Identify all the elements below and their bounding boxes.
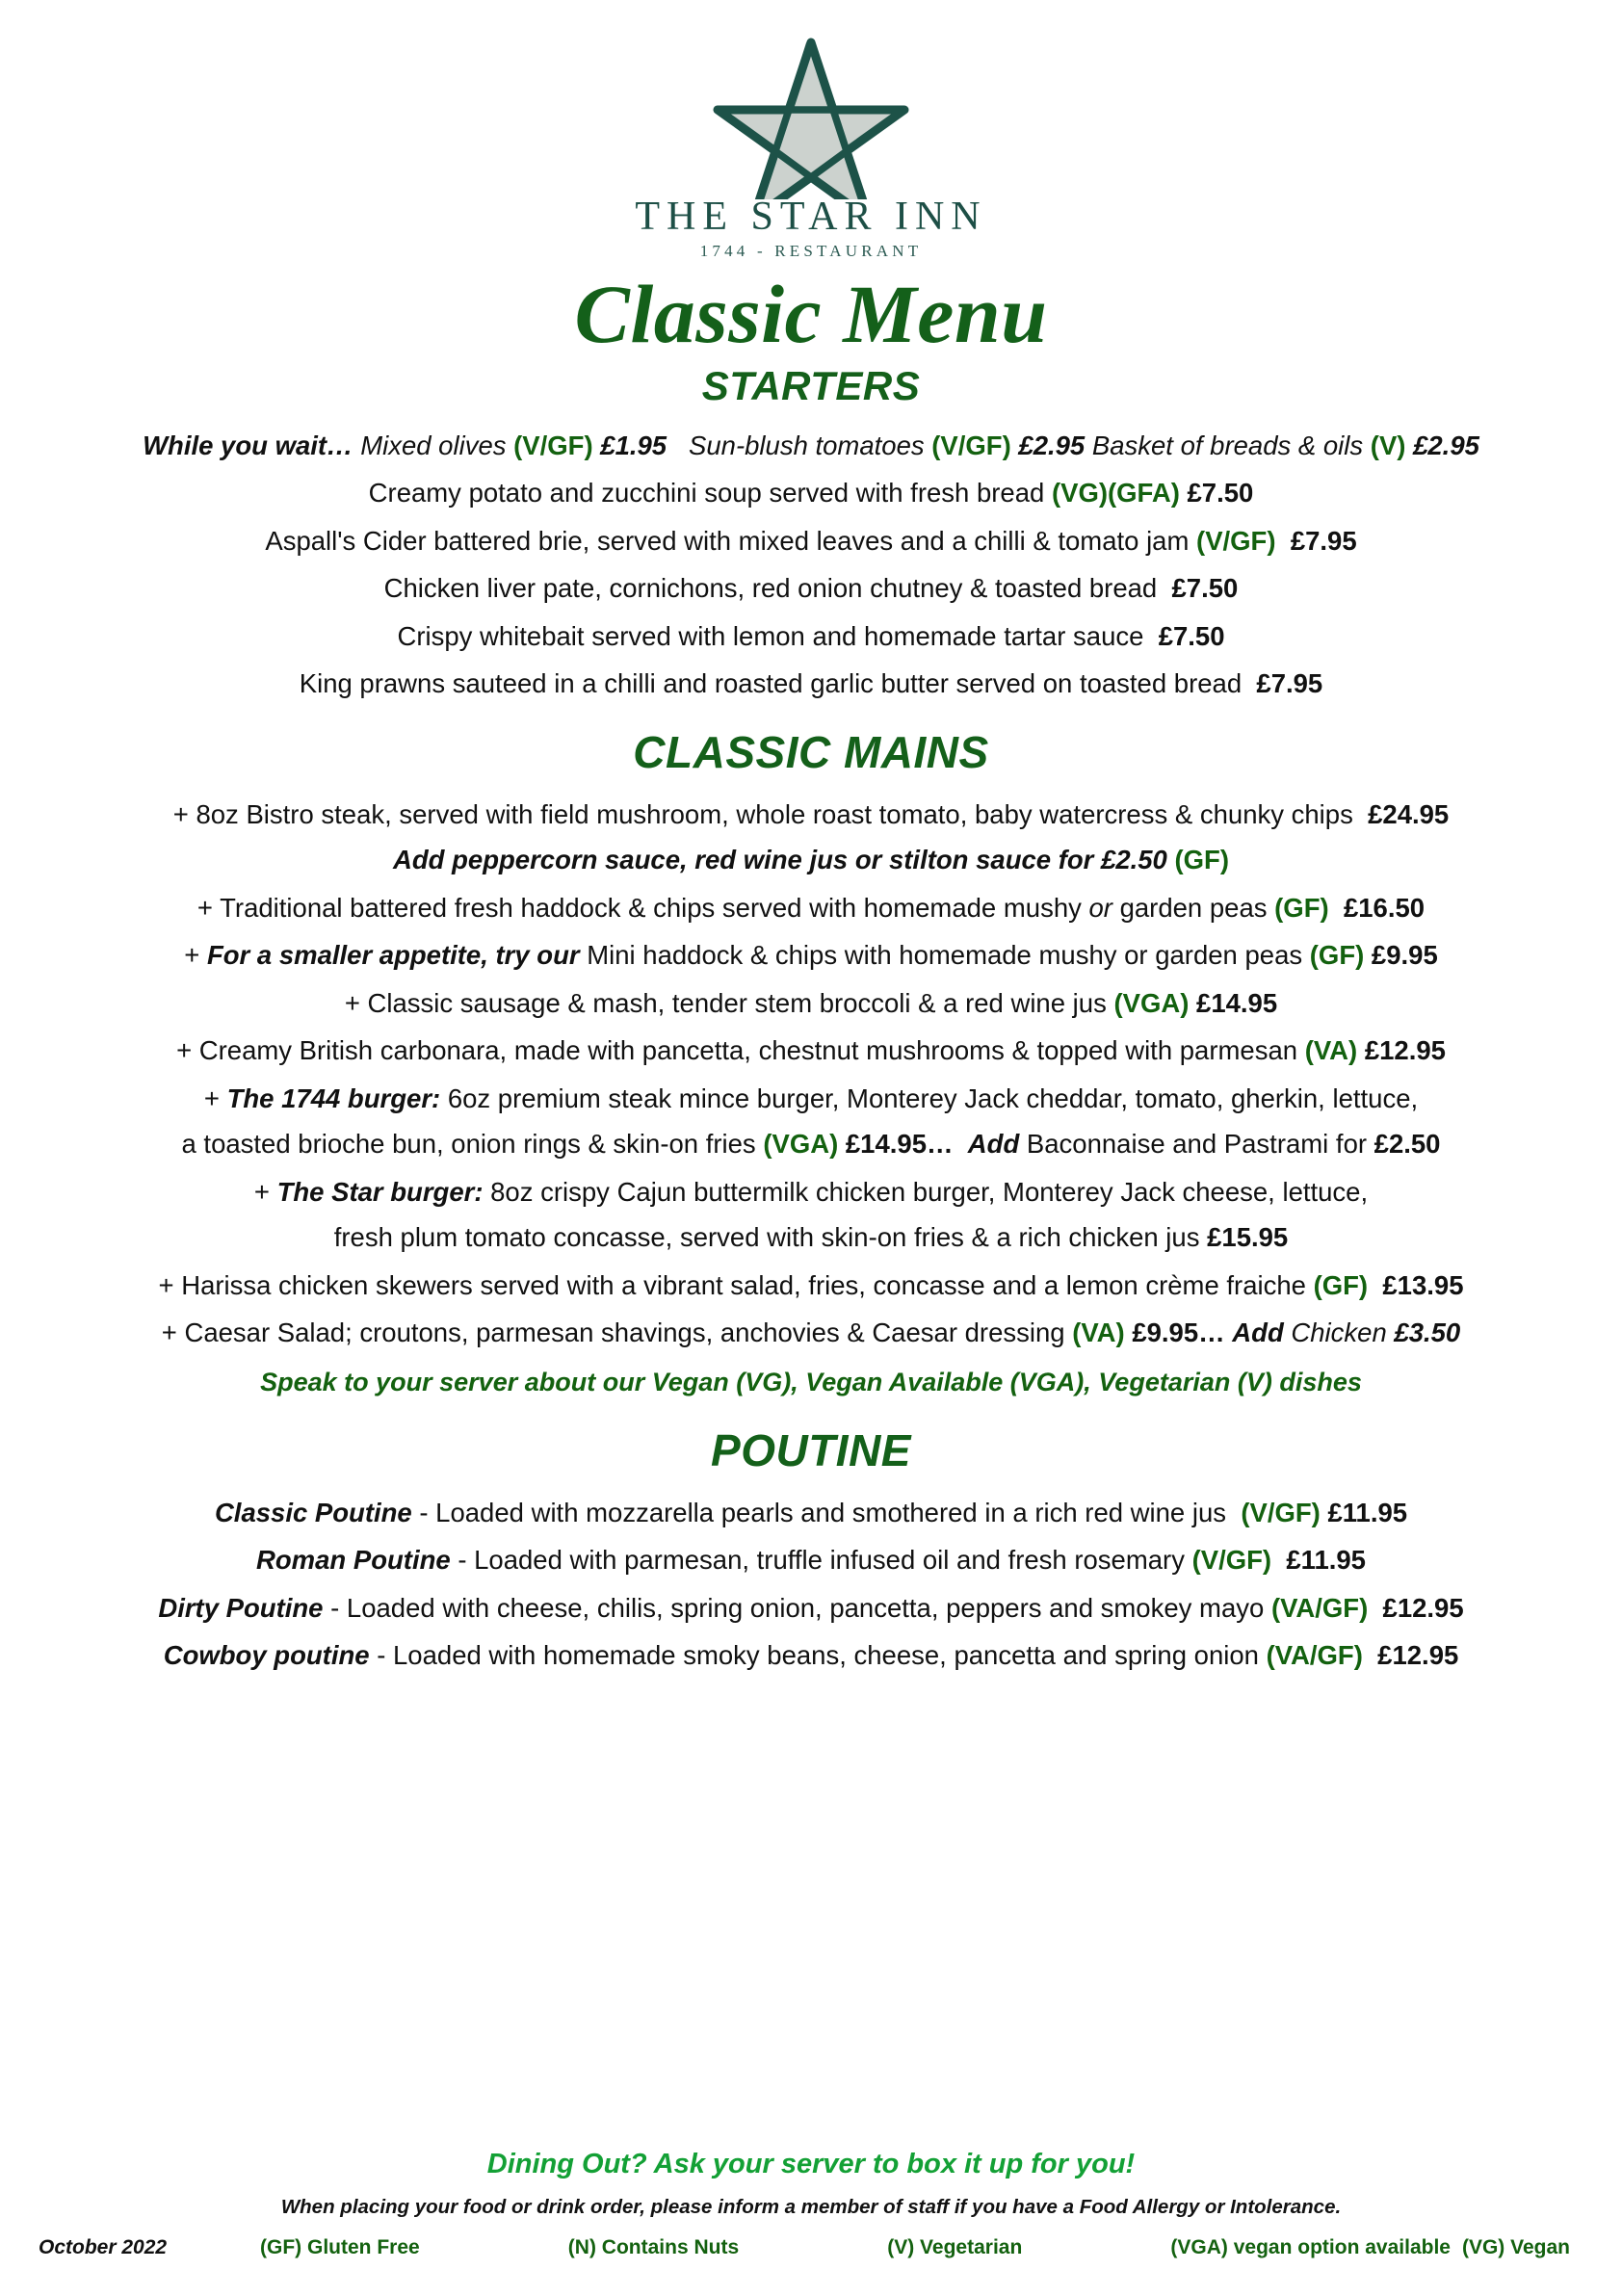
key-vegan-group bbox=[1170, 2236, 1570, 2259]
main-price: £14.95… bbox=[845, 1129, 954, 1160]
main-bullet: + bbox=[172, 798, 189, 829]
main-price: £13.95 bbox=[1382, 1269, 1464, 1300]
starter-price: £7.50 bbox=[1158, 620, 1225, 651]
burger-1744-add-label: Add bbox=[967, 1129, 1020, 1160]
starter-row-brie bbox=[39, 525, 1583, 556]
mini-haddock-lead: For a smaller appetite, try our bbox=[206, 940, 580, 971]
section-heading-mains: CLASSIC MAINS bbox=[633, 726, 989, 777]
olives-diet: (V/GF) bbox=[513, 430, 593, 460]
diet-key-row bbox=[39, 2236, 1583, 2259]
poutine-name: Classic Poutine bbox=[214, 1497, 412, 1527]
starter-price: £7.50 bbox=[1171, 573, 1239, 604]
starter-price: £7.95 bbox=[1256, 668, 1323, 699]
poutine-desc: - Loaded with homemade smoky beans, cheese, pancetta and spring onion bbox=[377, 1640, 1259, 1671]
dining-out-note: Dining Out? Ask your server to box it up for you! bbox=[486, 2149, 1136, 2179]
allergy-notice: When placing your food or drink order, please inform a member of staff if you have a Food Allergy or Intolerance. bbox=[280, 2196, 1342, 2218]
main-price: £12.95 bbox=[1364, 1035, 1446, 1066]
burger-1744-add-price: £2.50 bbox=[1373, 1129, 1441, 1160]
starter-row-whitebait bbox=[39, 620, 1583, 651]
olives-price: £1.95 bbox=[600, 430, 667, 460]
diet-key-items bbox=[260, 2236, 1583, 2259]
poutine-diet: (VA/GF) bbox=[1270, 1592, 1369, 1623]
main-desc: Creamy British carbonara, made with pancetta, chestnut mushrooms & topped with parmesan bbox=[198, 1035, 1298, 1066]
poutine-price: £11.95 bbox=[1286, 1545, 1366, 1576]
poutine-price: £11.95 bbox=[1327, 1497, 1408, 1527]
starter-row-pate bbox=[39, 575, 1583, 602]
main-bullet: + bbox=[196, 892, 213, 923]
breads-name: Basket of breads & oils bbox=[1091, 430, 1364, 460]
starter-diet: (VG)(GFA) bbox=[1051, 478, 1180, 509]
starter-desc: Aspall's Cider battered brie, served with mixed leaves and a chilli & tomato jam bbox=[265, 525, 1190, 556]
menu-footer bbox=[39, 2149, 1583, 2259]
section-heading-poutine: POUTINE bbox=[711, 1424, 911, 1475]
poutine-diet: (VA/GF) bbox=[1266, 1640, 1363, 1671]
main-price: £9.95… bbox=[1132, 1318, 1225, 1348]
brand-header bbox=[39, 0, 1583, 261]
main-price: £16.50 bbox=[1343, 892, 1426, 923]
poutine-row-classic bbox=[39, 1497, 1583, 1527]
steak-addon-text: Add peppercorn sauce, red wine jus or stilton sauce for £2.50 bbox=[393, 845, 1167, 875]
main-desc: Mini haddock & chips with homemade mushy or garden peas bbox=[587, 940, 1303, 971]
poutine-price: £12.95 bbox=[1382, 1592, 1464, 1623]
main-desc: Caesar Salad; croutons, parmesan shavings, anchovies & Caesar dressing bbox=[184, 1318, 1065, 1348]
while-you-wait-label: While you wait… bbox=[143, 430, 353, 460]
main-price: £24.95 bbox=[1368, 798, 1450, 829]
main-row-star-burger bbox=[39, 1176, 1583, 1207]
main-desc-pre: Traditional battered fresh haddock & chips served with homemade mushy bbox=[220, 892, 1082, 923]
main-diet: (VA) bbox=[1304, 1035, 1358, 1066]
main-desc: Harissa chicken skewers served with a vibrant salad, fries, concasse and a lemon crème fraiche bbox=[181, 1269, 1306, 1300]
main-bullet: + bbox=[158, 1269, 174, 1300]
poutine-price: £12.95 bbox=[1377, 1640, 1459, 1671]
page-title: Classic Menu bbox=[574, 268, 1048, 361]
poutine-desc: - Loaded with parmesan, truffle infused oil and fresh rosemary bbox=[458, 1545, 1185, 1576]
starter-price: £7.50 bbox=[1187, 478, 1254, 509]
starter-desc: Crispy whitebait served with lemon and homemade tartar sauce bbox=[397, 620, 1144, 651]
poutine-row-roman bbox=[39, 1547, 1583, 1574]
poutine-name: Roman Poutine bbox=[256, 1545, 451, 1576]
star-burger-name: The Star burger: bbox=[276, 1176, 484, 1207]
starter-desc: Creamy potato and zucchini soup served with fresh bread bbox=[368, 478, 1045, 509]
main-diet: (VGA) bbox=[763, 1129, 839, 1160]
key-vegan-option: (VGA) vegan option available bbox=[1170, 2236, 1451, 2258]
olives-name: Mixed olives bbox=[360, 430, 507, 460]
brand-established: 1744 - RESTAURANT bbox=[699, 242, 923, 261]
starter-diet: (V/GF) bbox=[1196, 525, 1276, 556]
main-price: £15.95 bbox=[1207, 1222, 1289, 1253]
main-row-sausage bbox=[39, 987, 1583, 1018]
burger-1744-add-desc: Baconnaise and Pastrami for bbox=[1026, 1129, 1368, 1160]
section-heading-starters: STARTERS bbox=[701, 362, 921, 408]
breads-price: £2.95 bbox=[1413, 430, 1479, 460]
main-price: £9.95 bbox=[1371, 940, 1438, 971]
main-row-steak bbox=[39, 798, 1583, 829]
poutine-diet: (V/GF) bbox=[1241, 1497, 1321, 1527]
main-row-haddock bbox=[39, 892, 1583, 923]
main-desc: 8oz Bistro steak, served with field mushroom, whole roast tomato, baby watercress & chunky chips bbox=[196, 798, 1353, 829]
burger-1744-line2: a toasted brioche bun, onion rings & skin-on fries bbox=[181, 1129, 756, 1160]
starter-row-soup bbox=[39, 480, 1583, 507]
poutine-diet: (V/GF) bbox=[1191, 1545, 1272, 1576]
burger-1744-name: The 1744 burger: bbox=[226, 1083, 441, 1113]
caesar-add-price: £3.50 bbox=[1394, 1318, 1461, 1348]
key-vegetarian: (V) Vegetarian bbox=[887, 2236, 1023, 2258]
main-diet: (VGA) bbox=[1113, 987, 1190, 1018]
vegan-note: Speak to your server about our Vegan (VG), Vegan Available (VGA), Vegetarian (V) dishes bbox=[260, 1367, 1362, 1396]
main-bullet: + bbox=[176, 1035, 193, 1066]
key-gluten-free: (GF) Gluten Free bbox=[260, 2236, 420, 2258]
starter-price: £7.95 bbox=[1290, 525, 1357, 556]
burger-1744-line1: 6oz premium steak mince burger, Monterey Jack cheddar, tomato, gherkin, lettuce, bbox=[447, 1083, 1419, 1113]
main-bullet: + bbox=[184, 940, 200, 971]
tomatoes-price: £2.95 bbox=[1018, 430, 1086, 460]
caesar-add-desc: Chicken bbox=[1291, 1318, 1387, 1348]
main-price: £14.95 bbox=[1196, 987, 1278, 1018]
breads-diet: (V) bbox=[1370, 430, 1406, 460]
main-diet: (VA) bbox=[1072, 1318, 1125, 1348]
poutine-desc: - Loaded with cheese, chilis, spring onion, pancetta, peppers and smokey mayo bbox=[330, 1592, 1265, 1623]
poutine-row-dirty bbox=[39, 1592, 1583, 1623]
key-vegan: (VG) Vegan bbox=[1461, 2236, 1570, 2258]
poutine-name: Cowboy poutine bbox=[163, 1640, 370, 1671]
key-contains-nuts: (N) Contains Nuts bbox=[567, 2236, 740, 2258]
main-bullet: + bbox=[253, 1176, 270, 1207]
main-row-harissa bbox=[39, 1269, 1583, 1300]
while-you-wait-row bbox=[39, 432, 1583, 459]
main-diet: (GF) bbox=[1274, 892, 1329, 923]
main-diet: (GF) bbox=[1313, 1269, 1369, 1300]
brand-name: THE STAR INN bbox=[635, 195, 987, 239]
poutine-desc: - Loaded with mozzarella pearls and smothered in a rich red wine jus bbox=[419, 1497, 1227, 1527]
main-bullet: + bbox=[161, 1318, 177, 1348]
poutine-row-cowboy bbox=[39, 1642, 1583, 1669]
main-row-1744-burger bbox=[39, 1085, 1583, 1112]
starter-row-prawns bbox=[39, 670, 1583, 697]
poutine-name: Dirty Poutine bbox=[158, 1592, 324, 1623]
main-row-mini-haddock bbox=[39, 942, 1583, 969]
main-row-carbonara bbox=[39, 1037, 1583, 1064]
star-burger-line2: fresh plum tomato concasse, served with skin-on fries & a rich chicken jus bbox=[333, 1222, 1200, 1253]
main-row-caesar bbox=[39, 1319, 1583, 1346]
caesar-add-label: Add bbox=[1232, 1318, 1284, 1348]
main-diet: (GF) bbox=[1309, 940, 1365, 971]
steak-addon-diet: (GF) bbox=[1174, 845, 1229, 875]
starter-desc: Chicken liver pate, cornichons, red onion chutney & toasted bread bbox=[383, 573, 1158, 604]
main-row-steak-addon bbox=[39, 847, 1583, 874]
main-row-1744-burger-cont bbox=[39, 1131, 1583, 1158]
main-desc-em: or bbox=[1088, 892, 1112, 923]
star-logo-icon bbox=[705, 21, 917, 199]
main-desc-post: garden peas bbox=[1119, 892, 1268, 923]
main-desc: Classic sausage & mash, tender stem broccoli & a red wine jus bbox=[367, 987, 1107, 1018]
main-bullet: + bbox=[203, 1083, 220, 1113]
star-burger-line1: 8oz crispy Cajun buttermilk chicken burger, Monterey Jack cheese, lettuce, bbox=[490, 1176, 1369, 1207]
menu-date: October 2022 bbox=[39, 2236, 168, 2258]
starter-desc: King prawns sauteed in a chilli and roasted garlic butter served on toasted bread bbox=[299, 668, 1243, 699]
tomatoes-name: Sun-blush tomatoes bbox=[689, 430, 925, 460]
main-bullet: + bbox=[344, 987, 360, 1018]
tomatoes-diet: (V/GF) bbox=[931, 430, 1011, 460]
main-row-star-burger-cont bbox=[39, 1224, 1583, 1251]
